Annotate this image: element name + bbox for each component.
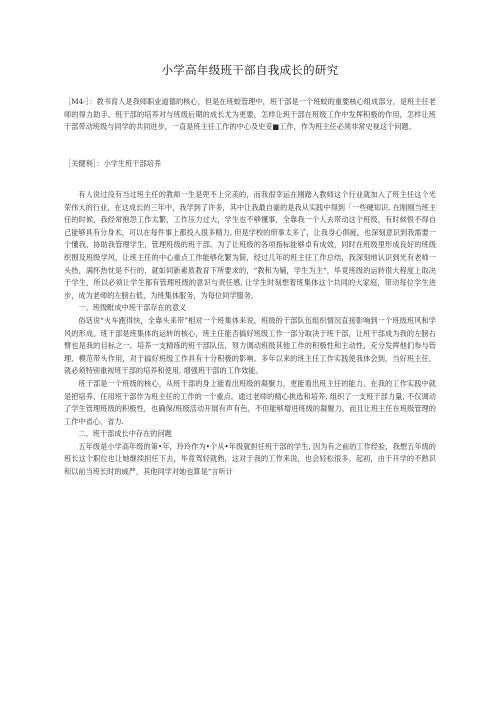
section-heading-2: 二、班干部成长中存在的问题 (78, 429, 172, 439)
section1-paragraph-2: 班干部是一个班级的核心，从班干部的身上能看出班级的凝聚力，更能看出班主任的能力。在我的工作实践中就是把培养、任用班干部作为班主任的工作的一个重点。通过老师的精心挑选和培养, 组织了一支班干部力量, 不仅调动了学生管理班级的积极性，也确保/班级活动开展有声有色，不但能够增进班级的凝聚力，而且让班主任在班级管理的工作中省心、省力. (64, 378, 436, 426)
section1-paragraph-1: 俗话说“火车跑得快，全靠头来带”相对一个班集体来说，班级的干部队伍组织情况直接影响到一个班级班风和学风的形成。班干部是班集体的运转的核心，班主任能否搞好班级工作一部分取决于班干部，让班干部成为我的左膀右臂也是我的目标之一。培养一支精练的班干部队伍，努力调动班级其他工作的积极性和主动性，充分发挥他们参与管理、模范带头作用，对于搞好班级工作具有十分积极的影响。多年以来的班主任工作实践使我体会到，当好班主任，就必须特别重视班干部的培养和使用, 增强班干部的工作效能。 (64, 315, 436, 376)
intro-paragraph: 有人说过没有当过班主任的教师一生是兜不上完美的，而我很幸运在刚踏入教师这个行业就加入了班主任这个光荣伟大的行业，在这成长的三年中，我学到了许多，其中让我最自豪的是我从实践中得到「一些硬知识. 在刚刚当班主任的时候，我经常抱怨工作太繁，工作压力过大，学生也不够懂事，全靠我一个人去带动这个班级，有时候恨不得自己能够具有分身术，可以在每件事上都投入很多精力, 但是学校的琐事太多了，让我身心俱疲，也深刻意识到我需要一个懂我，协助我管理学生，管理班级的班干部。为了让班级的各项指标能够卓有成效，同时在班级里形成良好的班级织围及班级学风，让班主任的中心重点工作能够化繁为简，经过几年的班主任工作总结，我深刻地认识到光有老师一头热，满怀热忱是不行的，就如同新素质教育下所要求的，“教和为辅，学生为主“，毕竟班级的运转很大程度上取决于学生，所以必须让学生都有管理班级的意识与责任感, 让学生时刻想着班集体这个共同的大家庭，带动每位学生进步，成为老师的左膀右低，为班集体服务，为每位同学服务。 (64, 190, 436, 300)
abstract-paragraph: ［M4-］：教书育人是我师职业道德的核心，但是在班蛟管理中，班干部是一个班蛟的重要核心组成部分，是班主任老师的得力助手。班干部的培养对与班级后期的成长尤为更要，怎样让班干部在班级工作中发挥积极的作用，怎样让班干部带动班级与同学的共同进步，一直是班主任工作的中心及史妥■工作，作为班主任必须非常史视这个问题。 (64, 97, 436, 132)
keywords-line: ［关健利］：小学生班干部培养 (64, 159, 162, 168)
section-heading-1: 一、班级毗成中班干部存在的意义 (78, 303, 187, 313)
section2-paragraph-1: 五年级是小学高年级的第•年，玲玲作为•个从•年级就担任班干部的学生, 因为有之前的工作经验，我想五年级的班长这个职位也让她继续担任下去，毕竟驾轻就熟，这对于我的工作来说，也会轻松很多。起初，由于开学的不熟识和以前当班长时的威严，其他同学对她也算是“言听计 (64, 441, 436, 477)
document-title: 小学高年级班干部自我成长的研究 (161, 63, 339, 77)
document-body (64, 189, 436, 479)
